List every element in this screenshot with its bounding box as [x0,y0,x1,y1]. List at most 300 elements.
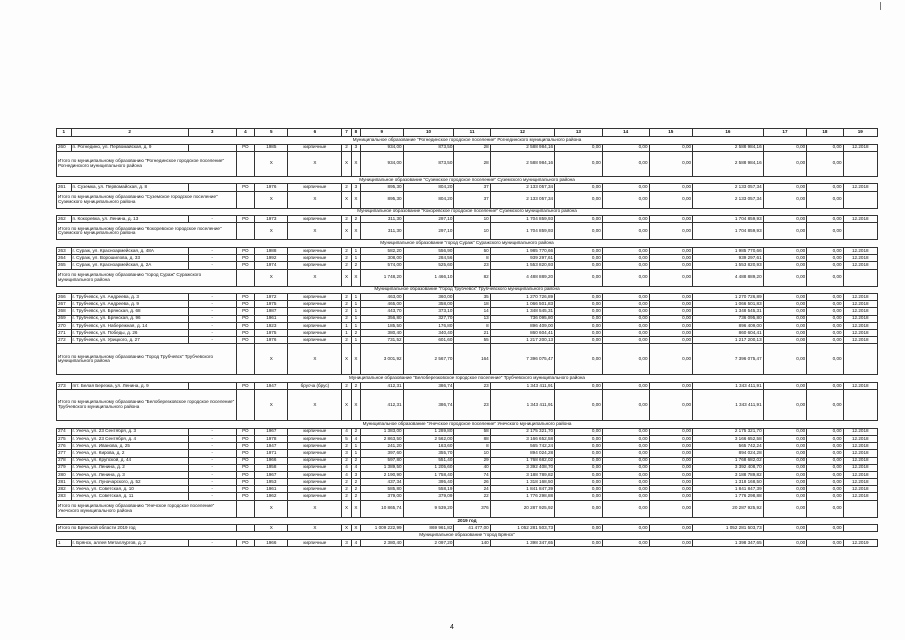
table-cell: 2 097,20 [403,540,454,547]
table-cell: 0,00 [602,301,649,308]
table-cell: 0,00 [602,255,649,262]
table-cell: - [188,493,236,500]
table-cell: - [188,479,236,486]
table-cell: 278 [57,457,72,464]
table-cell: 1 217 200,13 [693,337,764,344]
table-cell: 0,00 [602,308,649,315]
total-row [57,390,878,421]
table-cell: 35 [454,294,490,301]
table-cell: 2 [342,184,351,191]
total-value: 3 001,92 [361,344,404,375]
column-number: 17 [763,129,807,137]
total-value: 2 588 984,16 [490,151,554,176]
table-cell: РО [236,144,255,151]
total-value: Х [255,390,288,421]
table-cell: 0,00 [555,383,603,390]
table-cell: 1947 [255,443,288,450]
total-value: 2 133 057,34 [693,191,764,208]
table-cell: 1972 [255,294,288,301]
table-cell: 1 066 501,83 [490,301,554,308]
table-cell: 3 166 652,58 [490,435,554,442]
table-cell: кирпичные [288,255,342,262]
total-value [843,151,877,176]
total-value: 1 466,10 [403,269,454,286]
table-cell: 585,80 [361,486,404,493]
table-cell: г. Унеча, ул. Крупской, д. 44 [71,457,188,464]
column-number: 5 [255,129,288,137]
column-number: 13 [555,129,603,137]
table-cell: 0,00 [602,428,649,435]
table-cell: 1966 [255,540,288,547]
table-cell: - [188,247,236,254]
table-cell: 1 [342,330,351,337]
table-cell: кирпичные [288,308,342,315]
table-cell: РО [236,457,255,464]
table-cell: 0,00 [555,493,603,500]
table-cell: 395,40 [403,479,454,486]
table-cell: 360,00 [403,294,454,301]
table-cell: 0,00 [763,383,807,390]
section-title: Муниципальное образование "Рогнединское городское поселение" Рогнединского муниципального района [57,137,878,145]
total-value: Х [255,151,288,176]
table-cell: 1 776 298,88 [490,493,554,500]
table-cell: 0,00 [649,479,693,486]
table-cell: 22 [454,493,490,500]
table-cell: 0,00 [555,247,603,254]
table-cell: 163,60 [403,443,454,450]
table-cell: 0,00 [649,184,693,191]
table-cell: 0,00 [807,337,843,344]
table-cell: 3 188 789,82 [693,471,764,478]
grand-total-value: 869 961,82 [403,525,454,532]
table-cell: 894 024,28 [490,450,554,457]
table-cell: кирпичные [288,301,342,308]
table-row [57,144,878,151]
table-cell: г. Унеча, ул. Иванова, д. 25 [71,443,188,450]
table-cell: 0,00 [555,308,603,315]
table-cell: 551,40 [403,457,454,464]
total-value: Х [351,223,360,240]
table-cell: 0,00 [649,383,693,390]
table-cell: 0,00 [649,428,693,435]
table-cell: - [188,450,236,457]
table-cell: 1 [351,315,360,322]
table-cell: брусча (брус) [288,383,342,390]
section-title-row [57,532,878,540]
table-cell: 2 [351,457,360,464]
total-value: 412,31 [361,390,404,421]
table-cell: РО [236,315,255,322]
table-cell: 1967 [255,471,288,478]
table-cell: 273 [57,383,72,390]
table-cell: - [188,216,236,223]
grand-total-value: 1 052 281 503,73 [693,525,764,532]
table-cell: 50 [454,247,490,254]
table-cell: 0,00 [649,337,693,344]
table-cell: 1 704 859,93 [490,216,554,223]
table-cell: кирпичные [288,184,342,191]
table-cell: 270 [57,322,72,329]
table-cell: 0,00 [555,315,603,322]
total-value [843,191,877,208]
table-cell: 1958 [255,464,288,471]
table-cell: 0,00 [763,308,807,315]
table-cell: 12.2018 [843,144,877,151]
total-value [843,500,877,517]
column-number: 18 [807,129,843,137]
total-value: 1 343 411,91 [490,390,554,421]
table-cell: 12.2019 [843,540,877,547]
table-row [57,383,878,390]
table-cell: 1967 [255,428,288,435]
table-cell: 0,00 [807,330,843,337]
table-cell: 0,00 [807,294,843,301]
table-cell: 260 [57,144,72,151]
table-cell: 2 [342,486,351,493]
table-cell: кирпичные [288,443,342,450]
total-value: 0,00 [649,269,693,286]
table-cell: 731,52 [361,337,404,344]
table-cell: 0,00 [649,471,693,478]
table-cell: 2 133 057,34 [490,184,554,191]
total-value: 804,20 [403,191,454,208]
table-cell: 0,00 [807,322,843,329]
table-cell: 8 [454,255,490,262]
table-cell: 12.2018 [843,471,877,478]
table-cell: - [188,262,236,269]
table-cell: 0,00 [807,184,843,191]
table-cell: 0,00 [555,330,603,337]
grand-total-value: Х [351,525,360,532]
section-title: Муниципальное образование "Суземское городское поселение" Суземского муниципального района [57,176,878,184]
table-cell: п. Кокоревка, ул. Ленина, д. 13 [71,216,188,223]
total-value: 0,00 [763,269,807,286]
table-cell: 2 [342,457,351,464]
table-cell: 2 [351,262,360,269]
total-value: Х [342,191,351,208]
table-cell: 860 604,41 [490,330,554,337]
total-value: Х [288,151,342,176]
table-cell: 1 343 411,91 [490,383,554,390]
table-cell: РО [236,450,255,457]
table-row [57,457,878,464]
table-cell: 412,31 [361,383,404,390]
table-cell: г. Унеча, ул. Луначарского, д. 52 [71,479,188,486]
table-cell: г. Трубчевск, ул. Урицкого, д. 27 [71,337,188,344]
repair-program-table [56,128,878,547]
table-cell: 3 166 652,58 [693,435,764,442]
section-title-row [57,208,878,216]
table-cell: 262 [57,216,72,223]
table-cell: 443,70 [361,308,404,315]
table-cell: 2 133 057,34 [693,184,764,191]
table-cell: 266 [57,294,72,301]
total-value [843,390,877,421]
total-value: 10 [454,223,490,240]
table-cell: 0,00 [555,443,603,450]
total-value: Х [342,223,351,240]
year-title-row [57,517,878,525]
table-row [57,428,878,435]
table-cell: 0,00 [763,262,807,269]
table-cell: 327,70 [403,315,454,322]
table-cell: п. Рогнедино, ул. Первомайская, д. 9 [71,144,188,151]
table-cell: 3 [351,184,360,191]
table-cell: - [188,294,236,301]
table-cell: 601,60 [403,337,454,344]
table-cell: 4 [342,471,351,478]
total-value: 0,00 [555,344,603,375]
table-cell: 88 [454,435,490,442]
table-cell: 0,00 [649,486,693,493]
table-cell: 1992 [255,255,288,262]
table-cell: 2 [342,337,351,344]
total-value: 1 748,20 [361,269,404,286]
section-title-row [57,176,878,184]
table-cell: 0,00 [602,479,649,486]
total-value: 1 704 859,93 [693,223,764,240]
table-cell: 4 [351,435,360,442]
table-cell: 1 270 726,89 [490,294,554,301]
table-cell: 4 [351,464,360,471]
column-number: 6 [288,129,342,137]
table-cell: кирпичные [288,450,342,457]
table-cell: 0,00 [555,216,603,223]
table-cell: РО [236,443,255,450]
table-cell: 373,10 [403,308,454,315]
table-cell: 1 776 298,88 [693,493,764,500]
total-value: 0,00 [602,390,649,421]
table-cell: кирпичные [288,479,342,486]
table-cell: 1 704 859,93 [693,216,764,223]
table-cell: 12.2018 [843,255,877,262]
table-cell: 1975 [255,301,288,308]
section-title-row [57,286,878,294]
table-cell: 3 [342,540,351,547]
section-title: Муниципальное образование "Белоберезковское городское поселение" Трубчевского муниципального района [57,375,878,383]
empty-cell [236,151,255,176]
total-value: 0,00 [807,269,843,286]
table-cell: г. Трубчевск, ул. Андреева, д. 3 [71,294,188,301]
table-cell: 12.2018 [843,457,877,464]
table-cell: 397,60 [361,450,404,457]
table-cell: 1961 [255,315,288,322]
table-cell: 0,00 [649,216,693,223]
column-number: 16 [693,129,764,137]
total-row [57,269,878,286]
total-label: Итого по муниципальному образованию "Суземское городское поселение" Суземского муниципального района [57,191,237,208]
table-row [57,216,878,223]
total-value: 4 488 889,20 [490,269,554,286]
table-cell: 0,00 [763,464,807,471]
table-cell: 0,00 [649,247,693,254]
table-cell: РО [236,262,255,269]
total-value: 0,00 [649,390,693,421]
table-cell: 0,00 [602,383,649,390]
table-cell: 463,00 [361,294,404,301]
table-cell: РО [236,294,255,301]
table-cell: 1 553 820,93 [490,262,554,269]
table-cell: кирпичные [288,428,342,435]
table-cell: 1 841 847,39 [490,486,554,493]
total-value: 386,74 [403,390,454,421]
table-cell: кирпичные [288,486,342,493]
table-cell: РО [236,184,255,191]
table-cell: 29 [454,457,490,464]
table-row [57,479,878,486]
table-cell: кирпичные [288,493,342,500]
grand-total-value: Х [342,525,351,532]
table-cell: 895,30 [361,184,404,191]
section-title: Муниципальное образование "город Брянск" [57,532,878,540]
table-cell: РО [236,435,255,442]
table-row [57,486,878,493]
table-cell: 274 [57,428,72,435]
grand-total-value: 0,00 [807,525,843,532]
table-cell: 2 [342,255,351,262]
column-number: 3 [188,129,236,137]
table-cell: 265 [57,262,72,269]
table-cell: 2 [351,486,360,493]
table-cell: 0,00 [763,322,807,329]
total-label: Итого по муниципальному образованию "Унечское городское поселение" Унечского муниципального района [57,500,237,517]
table-cell: РО [236,322,255,329]
total-value: 0,00 [763,191,807,208]
table-cell: РО [236,479,255,486]
table-cell: 12.2018 [843,247,877,254]
table-cell: 1 [351,322,360,329]
total-value: 37 [454,191,490,208]
table-cell: 0,00 [763,144,807,151]
total-value: 0,00 [555,500,603,517]
table-cell: 241,20 [361,443,404,450]
table-cell: г. Брянск, аллея Металлургов, д. 2 [71,540,188,547]
table-row [57,184,878,191]
table-row [57,262,878,269]
table-cell: 0,00 [602,471,649,478]
table-cell: 283 [57,493,72,500]
table-cell: 3 392 408,70 [490,464,554,471]
total-value: Х [342,269,351,286]
column-number: 2 [71,129,188,137]
table-cell: 2 [342,383,351,390]
table-cell: 0,00 [807,486,843,493]
table-cell: 939 297,61 [693,255,764,262]
total-value: 0,00 [763,223,807,240]
total-value: 0,00 [555,223,603,240]
table-cell: 0,00 [807,493,843,500]
table-cell: 12.2018 [843,330,877,337]
table-cell: 574,00 [361,262,404,269]
table-cell [188,144,236,151]
table-cell: 0,00 [555,486,603,493]
table-cell: 0,00 [602,184,649,191]
table-cell: 2 [351,330,360,337]
total-value: 2 133 057,34 [490,191,554,208]
table-row [57,301,878,308]
total-value: 297,10 [403,223,454,240]
table-cell: 0,00 [807,216,843,223]
table-cell: 0,00 [763,540,807,547]
table-cell: 0,00 [649,464,693,471]
table-cell: - [188,443,236,450]
table-cell: 0,00 [602,247,649,254]
grand-total-value: 1 009 222,99 [361,525,404,532]
table-cell: РО [236,330,255,337]
total-value [843,269,877,286]
table-cell: 12.2018 [843,216,877,223]
table-cell: 1 553 820,93 [693,262,764,269]
table-cell: 0,00 [602,486,649,493]
table-cell: 0,00 [555,428,603,435]
table-cell: 28 [454,144,490,151]
table-cell: РО [236,301,255,308]
table-cell: 0,00 [602,435,649,442]
table-cell: 1 289,80 [403,428,454,435]
table-cell: 0,00 [807,435,843,442]
table-cell: 2 [342,301,351,308]
table-cell: 0,00 [602,450,649,457]
table-cell: РО [236,247,255,254]
column-number: 15 [649,129,693,137]
table-cell: 3 392 408,70 [693,464,764,471]
table-cell: 10 [454,216,490,223]
table-cell: 0,00 [602,330,649,337]
table-cell: 0,00 [649,294,693,301]
table-cell: 40 [454,464,490,471]
table-cell: 0,00 [763,301,807,308]
total-value: Х [351,151,360,176]
table-cell: 2 [351,428,360,435]
table-cell: 1966 [255,457,288,464]
table-cell: 58 [454,428,490,435]
grand-total-label: Итого по Брянской области 2019 год [57,525,237,532]
grand-total-value [843,525,877,532]
table-cell: 939 297,61 [490,255,554,262]
total-value: 20 287 925,92 [693,500,764,517]
table-cell: 437,34 [361,479,404,486]
table-cell: кирпичные [288,322,342,329]
table-cell: 0,00 [763,216,807,223]
total-value [843,344,877,375]
table-cell: 10 [454,450,490,457]
table-cell: 1 985 770,66 [693,247,764,254]
table-cell: 0,00 [602,262,649,269]
table-cell: 1 768 682,02 [693,457,764,464]
table-cell: 0,00 [763,493,807,500]
table-cell: 12.2018 [843,294,877,301]
empty-cell [236,269,255,286]
table-cell: 0,00 [807,428,843,435]
section-title-row [57,421,878,429]
total-value: 0,00 [807,500,843,517]
table-cell: 0,00 [763,315,807,322]
table-cell: 896 409,00 [693,322,764,329]
table-cell: 0,00 [555,450,603,457]
table-cell: 2 380,40 [361,540,404,547]
table-cell: 0,00 [649,262,693,269]
table-cell: 18 [454,301,490,308]
table-cell: 0,00 [555,184,603,191]
total-value: 0,00 [763,344,807,375]
total-value: Х [342,151,351,176]
section-title-row [57,375,878,383]
table-cell: 1 [351,337,360,344]
total-row [57,344,878,375]
total-value: Х [342,390,351,421]
table-cell: 0,00 [763,471,807,478]
table-cell: 804,20 [403,184,454,191]
